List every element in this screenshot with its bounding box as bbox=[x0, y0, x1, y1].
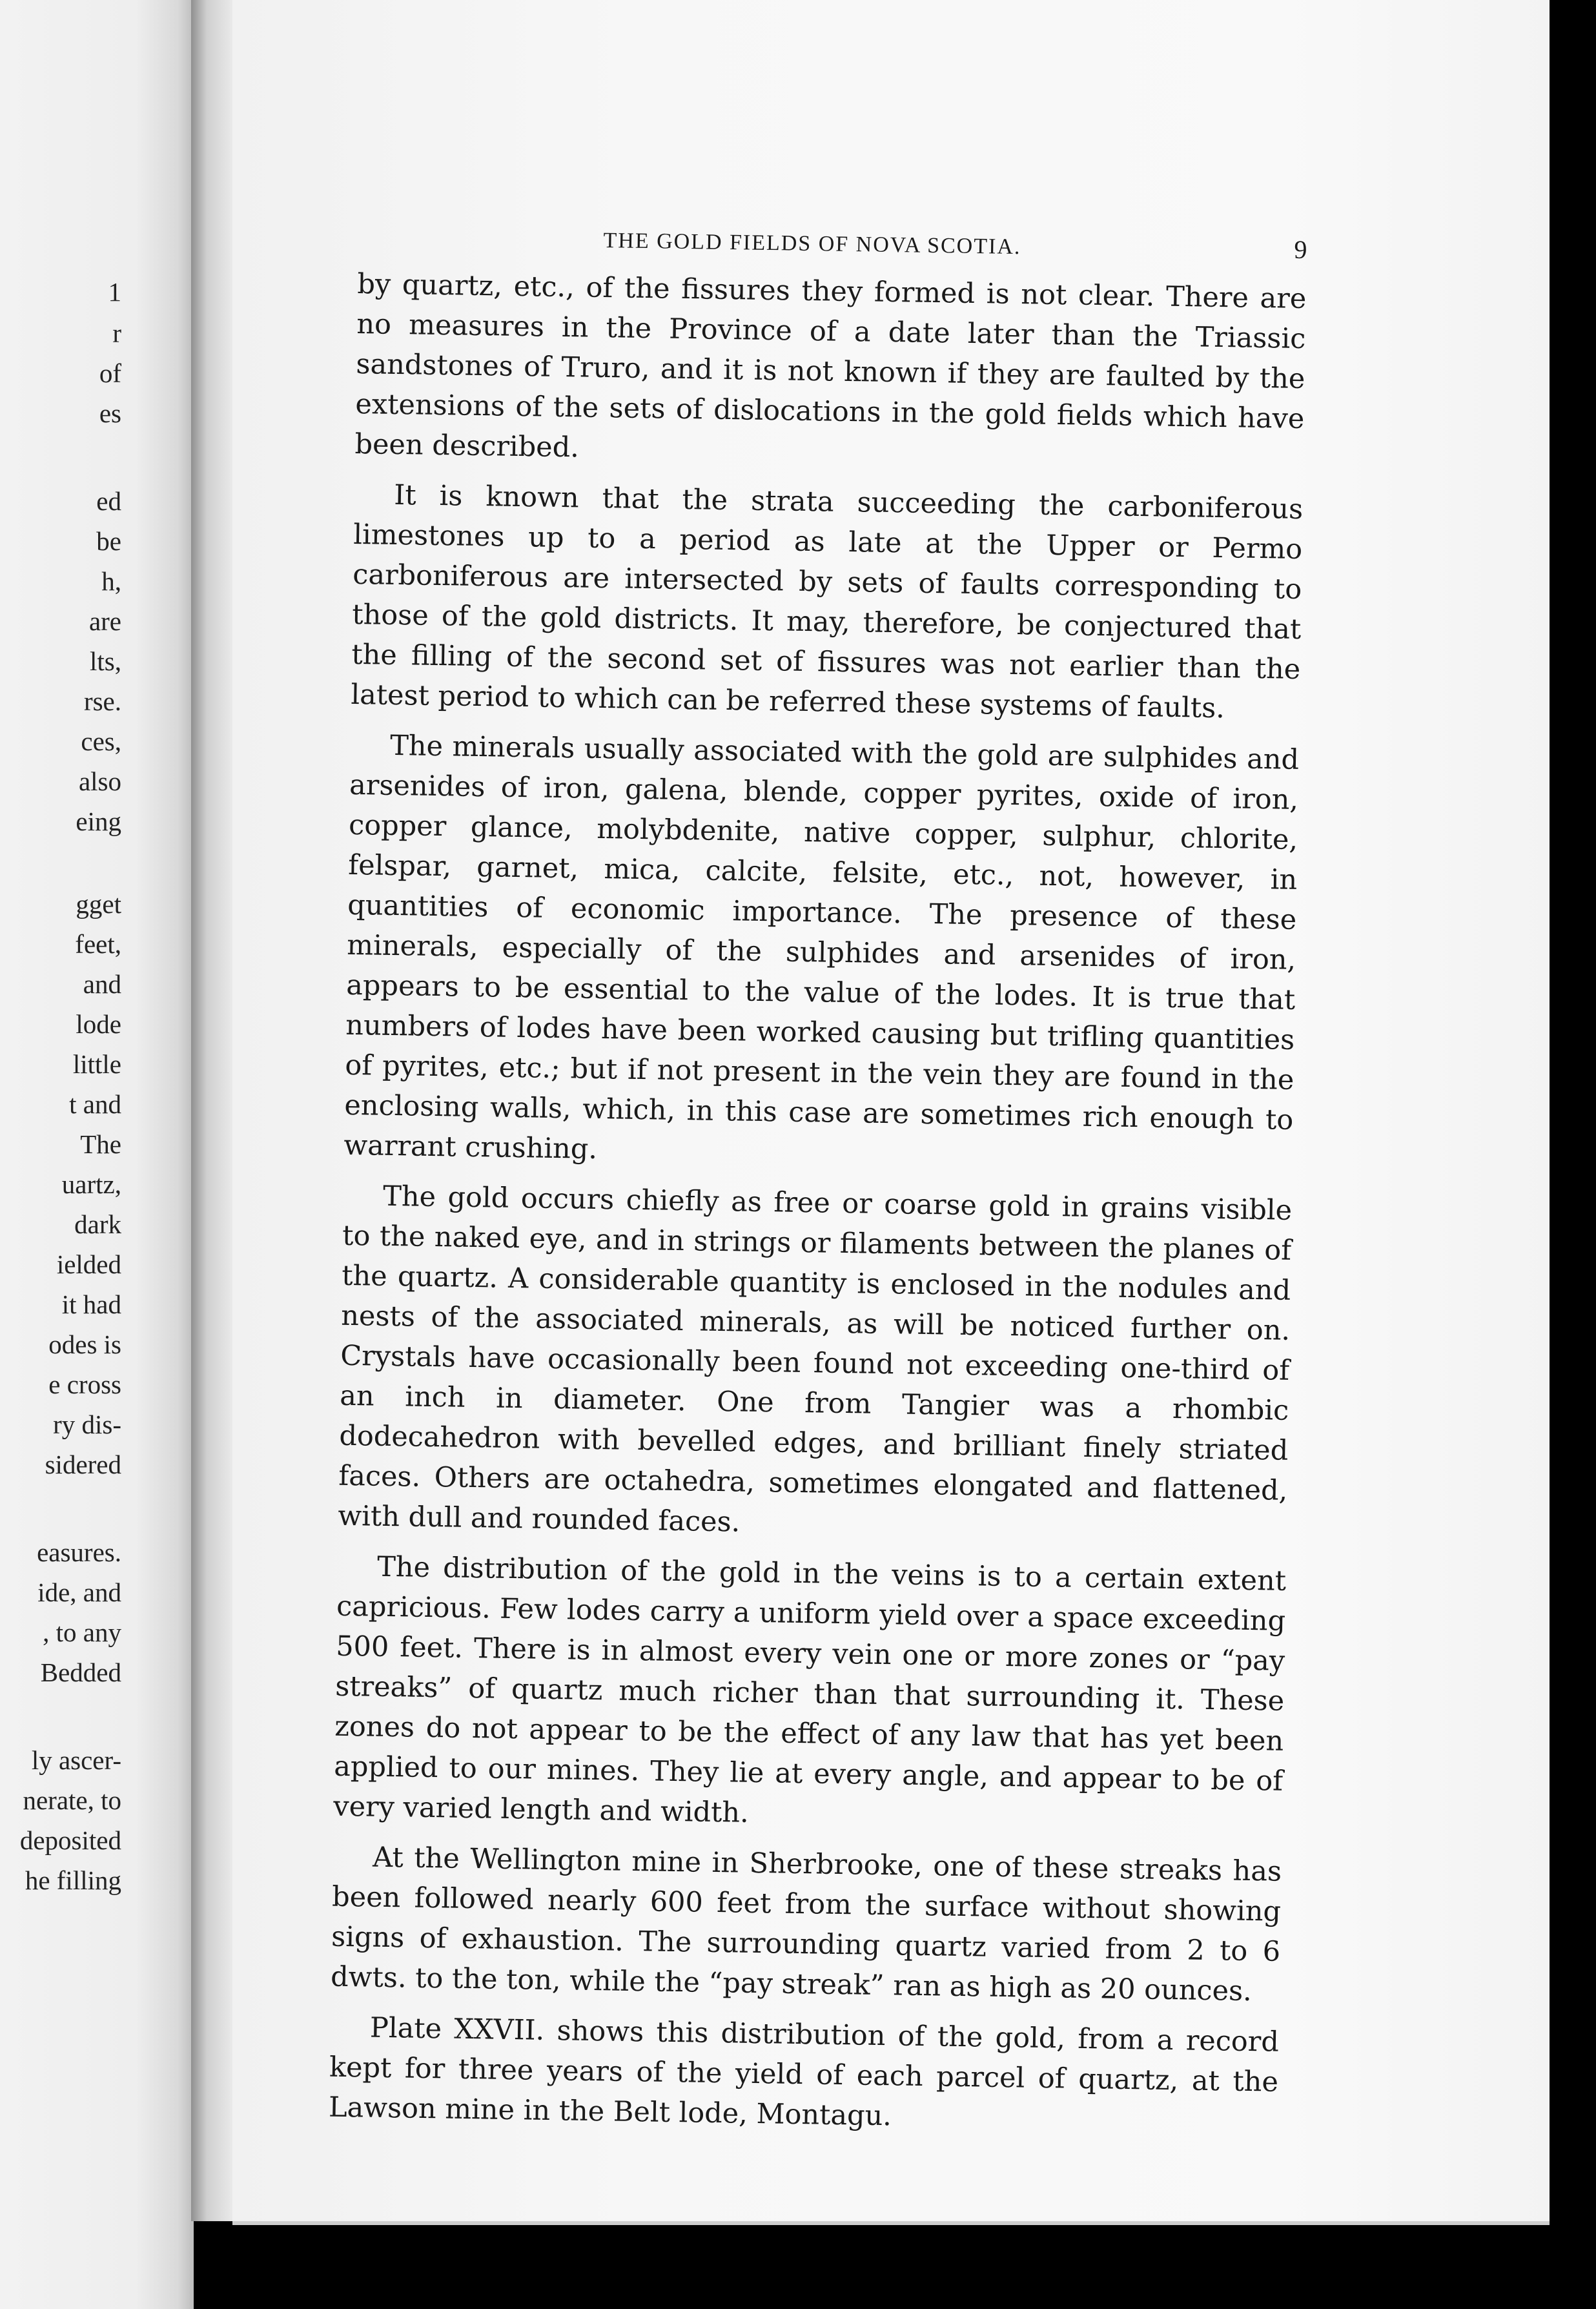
paragraph-gold-occurrence: The gold occurs chiefly as free or coarse gold in grains visible to the naked eye, and in strings or filaments between the planes of the quartz. A considerable quantity is enclosed in the nodules and nests of the associated minerals, as will be noticed further on. Crystals have occasionally been found not exceeding one-third of an inch in diameter. One from Tangier was a rhombic dodecahedron with bevelled edges, and brilliant finely striated faces. Others are octahedra, sometimes elongated and flattened, with dull and rounded faces. bbox=[338, 1180, 1293, 1539]
paragraph-plate-xxvii: Plate XXVII. shows this distribution of the gold, from a record kept for three years of the yield of each parcel of quartz, at the Lawson mine in the Belt lode, Montagu. bbox=[328, 2011, 1280, 2133]
left-page-line-fragment: lts, bbox=[90, 646, 121, 676]
left-page-line-fragment: uartz, bbox=[61, 1169, 121, 1199]
left-page-line-fragment: e cross bbox=[48, 1370, 121, 1399]
running-title: THE GOLD FIELDS OF NOVA SCOTIA. bbox=[603, 228, 1021, 260]
body-text bbox=[329, 264, 1307, 2142]
left-page-line-fragment: dark bbox=[74, 1209, 121, 1239]
left-page-line-fragment: es bbox=[99, 398, 121, 428]
left-page-line-fragment: sidered bbox=[45, 1450, 121, 1479]
left-page-line-fragment: little bbox=[72, 1049, 121, 1079]
left-page-line-fragment: gget bbox=[76, 889, 121, 919]
left-page-line-fragment: it had bbox=[61, 1289, 121, 1319]
left-page-line-fragment: Bedded bbox=[40, 1657, 121, 1687]
paragraph-distribution: The distribution of the gold in the veins is to a certain extent capricious. Few lodes carry a uniform yield over a space exceeding 500 feet. There is in almost every vein one or more zones or “pay streaks” of quartz much richer than that surrounding it. These zones do not appear to be the effect of any law that has yet been applied to our mines. They lie at every angle, and appear to be of very varied length and width. bbox=[332, 1550, 1287, 1829]
left-page-line-fragment: ces, bbox=[81, 726, 121, 756]
left-page-line-fragment: lode bbox=[76, 1009, 121, 1039]
left-page-text-fragments bbox=[0, 0, 194, 2309]
page-number: 9 bbox=[1294, 234, 1307, 265]
left-page-line-fragment: nerate, to bbox=[23, 1785, 121, 1815]
left-page-line-fragment: t and bbox=[69, 1089, 121, 1119]
page-text-block bbox=[328, 220, 1307, 2153]
left-page-line-fragment: ry dis- bbox=[53, 1410, 121, 1439]
left-page-line-fragment: of bbox=[99, 358, 121, 388]
paragraph-minerals: The minerals usually associated with the gold are sulphides and arsenides of iron, galena, blende, copper pyrites, oxide of iron, copper glance, molybdenite, native copper, sulphur, chlorite, felspar, garnet, mica, calcite, felsite, etc., not, however, in quantities of economic importance. The presence of these minerals, especially of the sulphides and arsenides of iron, appears to be essential to the value of the lodes. It is true that numbers of lodes have been worked causing but trifling quantities of pyrites, etc.; but if not present in the vein they are found in the enclosing walls, which, in this case are sometimes rich enough to warrant crushing. bbox=[343, 729, 1300, 1165]
left-page-line-fragment: ide, and bbox=[37, 1577, 121, 1607]
left-page-line-fragment: eing bbox=[76, 806, 121, 836]
left-page-line-fragment: also bbox=[78, 766, 121, 796]
left-page-line-fragment: 1 bbox=[108, 277, 121, 307]
left-page-line-fragment: ielded bbox=[56, 1249, 121, 1279]
left-page-line-fragment: , to any bbox=[43, 1617, 121, 1647]
left-page-line-fragment: and bbox=[83, 969, 121, 999]
left-page-line-fragment: easures. bbox=[37, 1537, 121, 1567]
paragraph-faults: It is known that the strata succeeding the carboniferous limestones up to a period as late at the Upper or Permo carboniferous are intersected by sets of faults corresponding to those of the gold districts. It may, therefore, be conjectured that the filling of the second set of fissures was not earlier than the latest period to which can be referred these systems of faults. bbox=[351, 478, 1304, 725]
left-page-line-fragment: he filling bbox=[25, 1865, 121, 1895]
left-page-line-fragment: r bbox=[112, 318, 121, 348]
left-page-line-fragment: be bbox=[96, 526, 121, 556]
left-page-line-fragment: ed bbox=[96, 486, 121, 516]
left-facing-page bbox=[0, 0, 194, 2309]
left-page-line-fragment: deposited bbox=[19, 1825, 121, 1855]
left-page-line-fragment: feet, bbox=[75, 929, 121, 959]
left-page-line-fragment: The bbox=[80, 1129, 121, 1159]
left-page-line-fragment: odes is bbox=[48, 1329, 121, 1359]
left-page-line-fragment: ly ascer- bbox=[31, 1745, 121, 1775]
paragraph-wellington-mine: At the Wellington mine in Sherbrooke, one of these streaks has been followed nearly 600 feet from the surface without showing signs of exhaustion. The surrounding quartz varied from 2 to 6 dwts. to the ton, while the “pay streak” ran as high as 20 ounces. bbox=[330, 1841, 1282, 2008]
left-page-line-fragment: h, bbox=[101, 566, 121, 596]
left-page-line-fragment: rse. bbox=[83, 686, 121, 716]
paragraph-continuation: by quartz, etc., of the fissures they formed is not clear. There are no measures in the Province of a date later than the Triassic sandstones of Truro, and it is not known if they are faulted by the extensions of the sets of dislocations in the gold fields which have been described. bbox=[354, 267, 1307, 464]
left-page-line-fragment: are bbox=[88, 606, 121, 636]
